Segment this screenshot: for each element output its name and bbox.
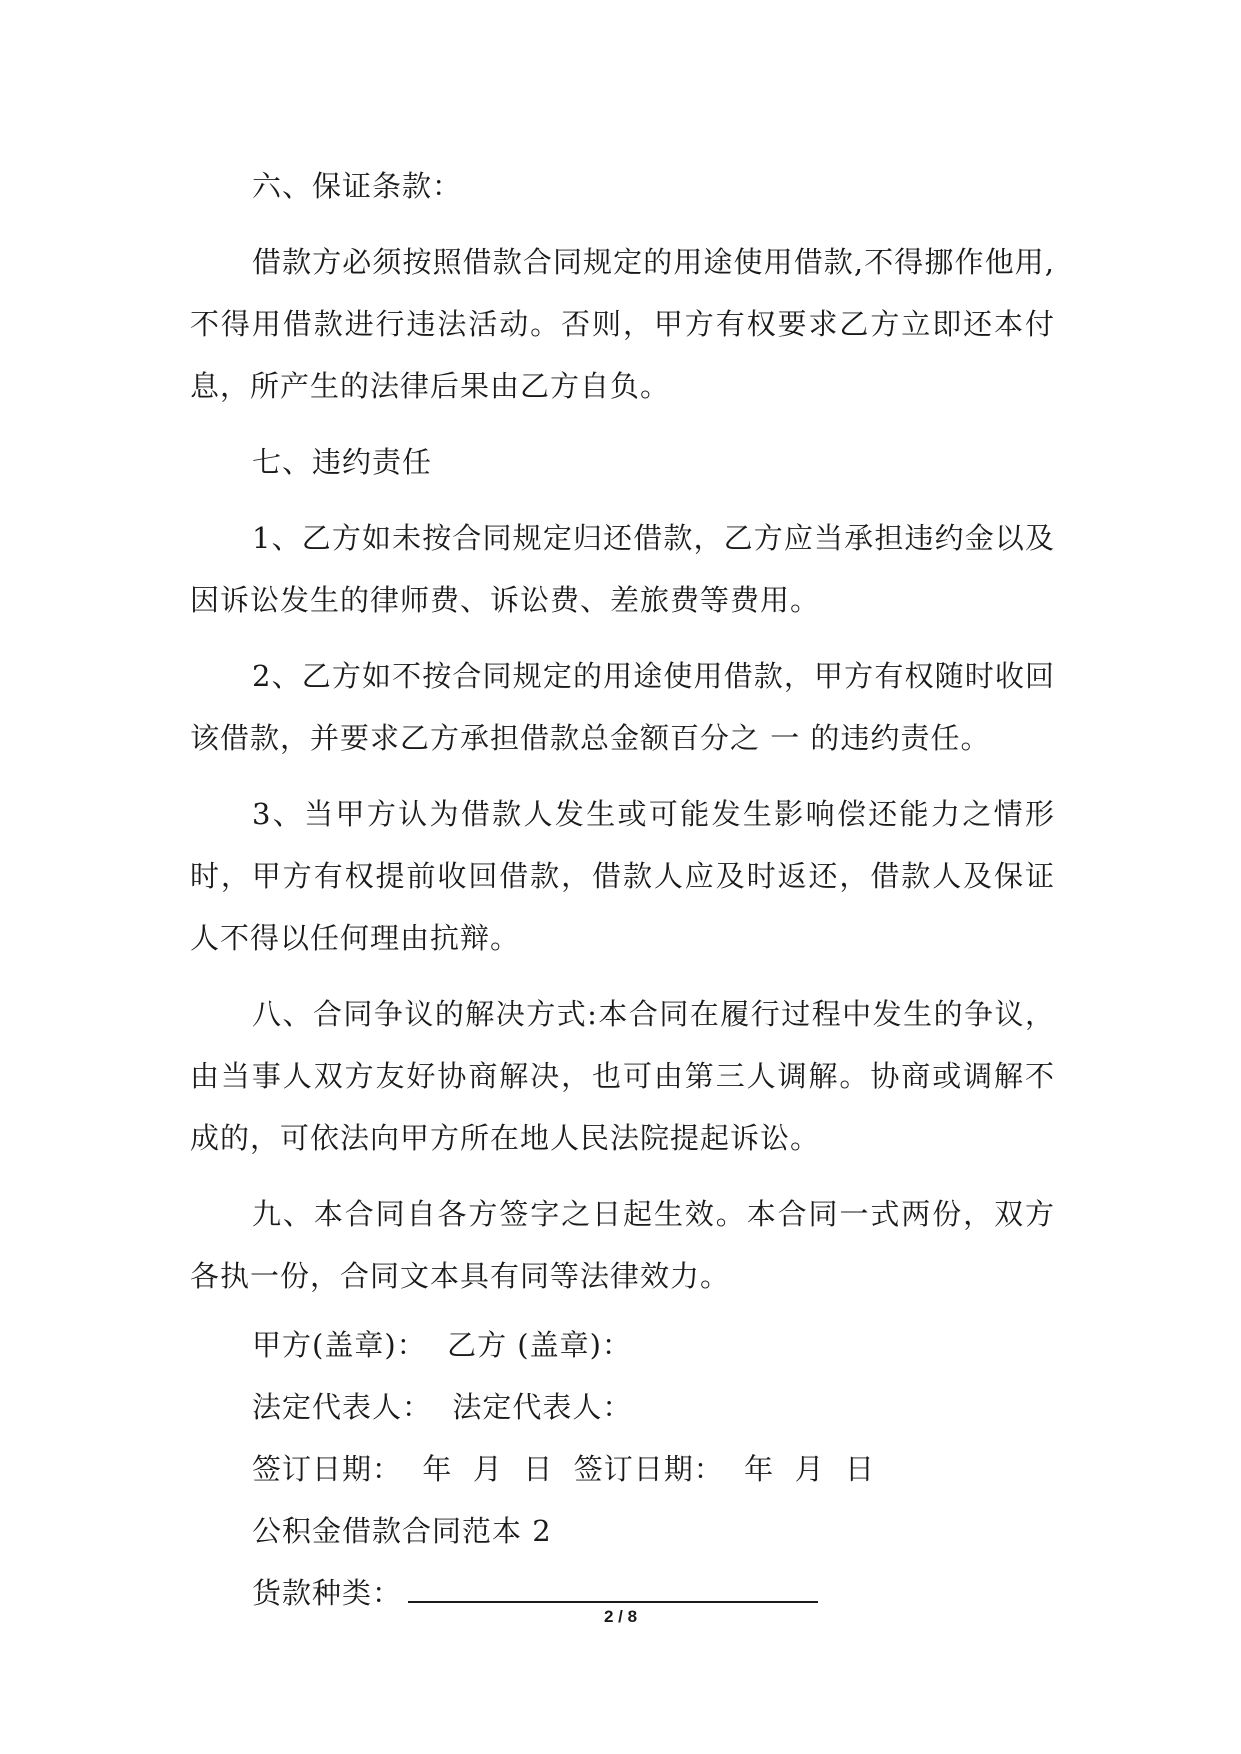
sign-line-dates: 签订日期： 年 月 日 签订日期： 年 月 日	[252, 1452, 876, 1486]
paragraph-breach-1: 1、乙方如未按合同规定归还借款，乙方应当承担违约金以及因诉讼发生的律师费、诉讼费、差旅费等费用。	[190, 521, 1055, 617]
paragraph-breach-2: 2、乙方如不按合同规定的用途使用借款，甲方有权随时收回该借款，并要求乙方承担借款总金额百分之 一 的违约责任。	[190, 659, 1055, 755]
paragraph-loan-usage: 借款方必须按照借款合同规定的用途使用借款,不得挪作他用,不得用借款进行违法活动。否则，甲方有权要求乙方立即还本付息，所产生的法律后果由乙方自负。	[190, 245, 1055, 403]
paragraph-effectiveness: 九、本合同自各方签字之日起生效。本合同一式两份，双方各执一份，合同文本具有同等法律效力。	[190, 1197, 1055, 1293]
sign-line-seals: 甲方(盖章)： 乙方 (盖章)：	[252, 1328, 632, 1362]
loan-type-label: 货款种类：	[252, 1576, 403, 1610]
paragraph-dispute-resolution: 八、合同争议的解决方式:本合同在履行过程中发生的争议，由当事人双方友好协商解决，也可由第三人调解。协商或调解不成的，可依法向甲方所在地人民法院提起诉讼。	[190, 997, 1055, 1155]
page-number: 2 / 8	[603, 1607, 638, 1626]
heading-guarantee-clause: 六、保证条款：	[252, 169, 463, 203]
heading-breach-liability: 七、违约责任	[252, 445, 433, 479]
document-body	[190, 155, 1055, 1631]
loan-type-blank	[408, 1569, 818, 1603]
paragraph-breach-3: 3、当甲方认为借款人发生或可能发生影响偿还能力之情形时，甲方有权提前收回借款，借款人应及时返还，借款人及保证人不得以任何理由抗辩。	[190, 797, 1055, 955]
sign-line-representatives: 法定代表人： 法定代表人：	[252, 1390, 633, 1424]
section-title-template-2: 公积金借款合同范本 2	[252, 1514, 552, 1548]
